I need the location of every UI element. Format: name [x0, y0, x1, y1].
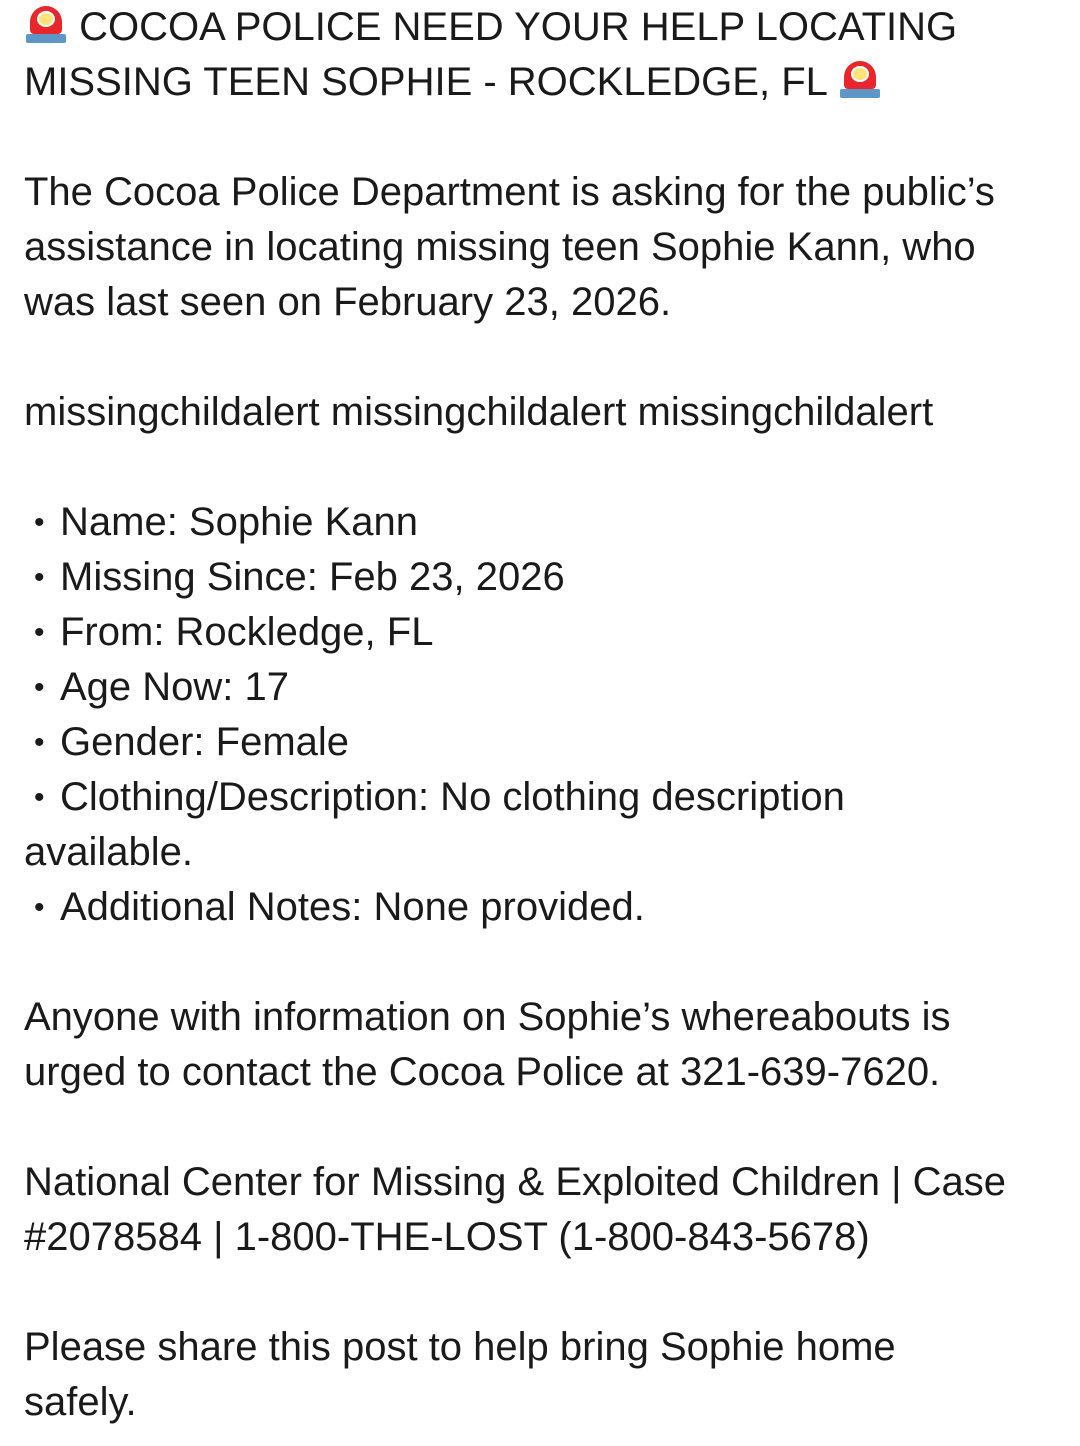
detail-gender: [24, 715, 1064, 770]
detail-clothing-continued: available.: [24, 830, 194, 874]
detail-notes: [24, 880, 1064, 935]
detail-missing-since: [24, 550, 1064, 605]
police-siren-icon: [24, 2, 68, 46]
detail-missing-since-text: Missing Since: Feb 23, 2026: [60, 555, 565, 599]
detail-notes-text: Additional Notes: None provided.: [60, 885, 645, 929]
detail-clothing: [24, 770, 1064, 825]
post-body: [24, 0, 1064, 1430]
bullet-icon: •: [34, 561, 45, 594]
detail-age: [24, 660, 1064, 715]
intro-line-3: was last seen on February 23, 2026.: [24, 280, 672, 324]
bullet-icon: •: [34, 891, 45, 924]
contact-line-1: Anyone with information on Sophie’s whereabouts is: [24, 995, 951, 1039]
detail-from-text: From: Rockledge, FL: [60, 610, 434, 654]
police-siren-icon: [838, 57, 882, 101]
intro-line-2: assistance in locating missing teen Sophie Kann, who: [24, 225, 976, 269]
post-title-text-2: MISSING TEEN SOPHIE - ROCKLEDGE, FL: [24, 60, 827, 104]
detail-gender-text: Gender: Female: [60, 720, 350, 764]
bullet-icon: •: [34, 506, 45, 539]
bullet-icon: •: [34, 616, 45, 649]
intro-line-1: The Cocoa Police Department is asking for the public’s: [24, 170, 995, 214]
contact-line-2: urged to contact the Cocoa Police at 321-639-7620.: [24, 1050, 941, 1094]
closing-line-1: Please share this post to help bring Sophie home: [24, 1325, 896, 1369]
ncmec-line-1: National Center for Missing & Exploited Children | Case: [24, 1160, 1006, 1204]
bullet-icon: •: [34, 726, 45, 759]
detail-name-text: Name: Sophie Kann: [60, 500, 419, 544]
bullet-icon: •: [34, 781, 45, 814]
post-title-line-2: [24, 55, 1064, 110]
detail-name: [24, 495, 1064, 550]
detail-from: [24, 605, 1064, 660]
ncmec-line-2: #2078584 | 1-800-THE-LOST (1-800-843-5678): [24, 1215, 870, 1259]
post-title-text-1: COCOA POLICE NEED YOUR HELP LOCATING: [79, 5, 958, 49]
closing-line-2: safely.: [24, 1380, 137, 1424]
detail-age-text: Age Now: 17: [60, 665, 290, 709]
bullet-icon: •: [34, 671, 45, 704]
detail-clothing-text: Clothing/Description: No clothing description: [60, 775, 845, 819]
hashtags[interactable]: missingchildalert missingchildalert missingchildalert: [24, 390, 934, 434]
post-title-line-1: [24, 0, 1064, 55]
